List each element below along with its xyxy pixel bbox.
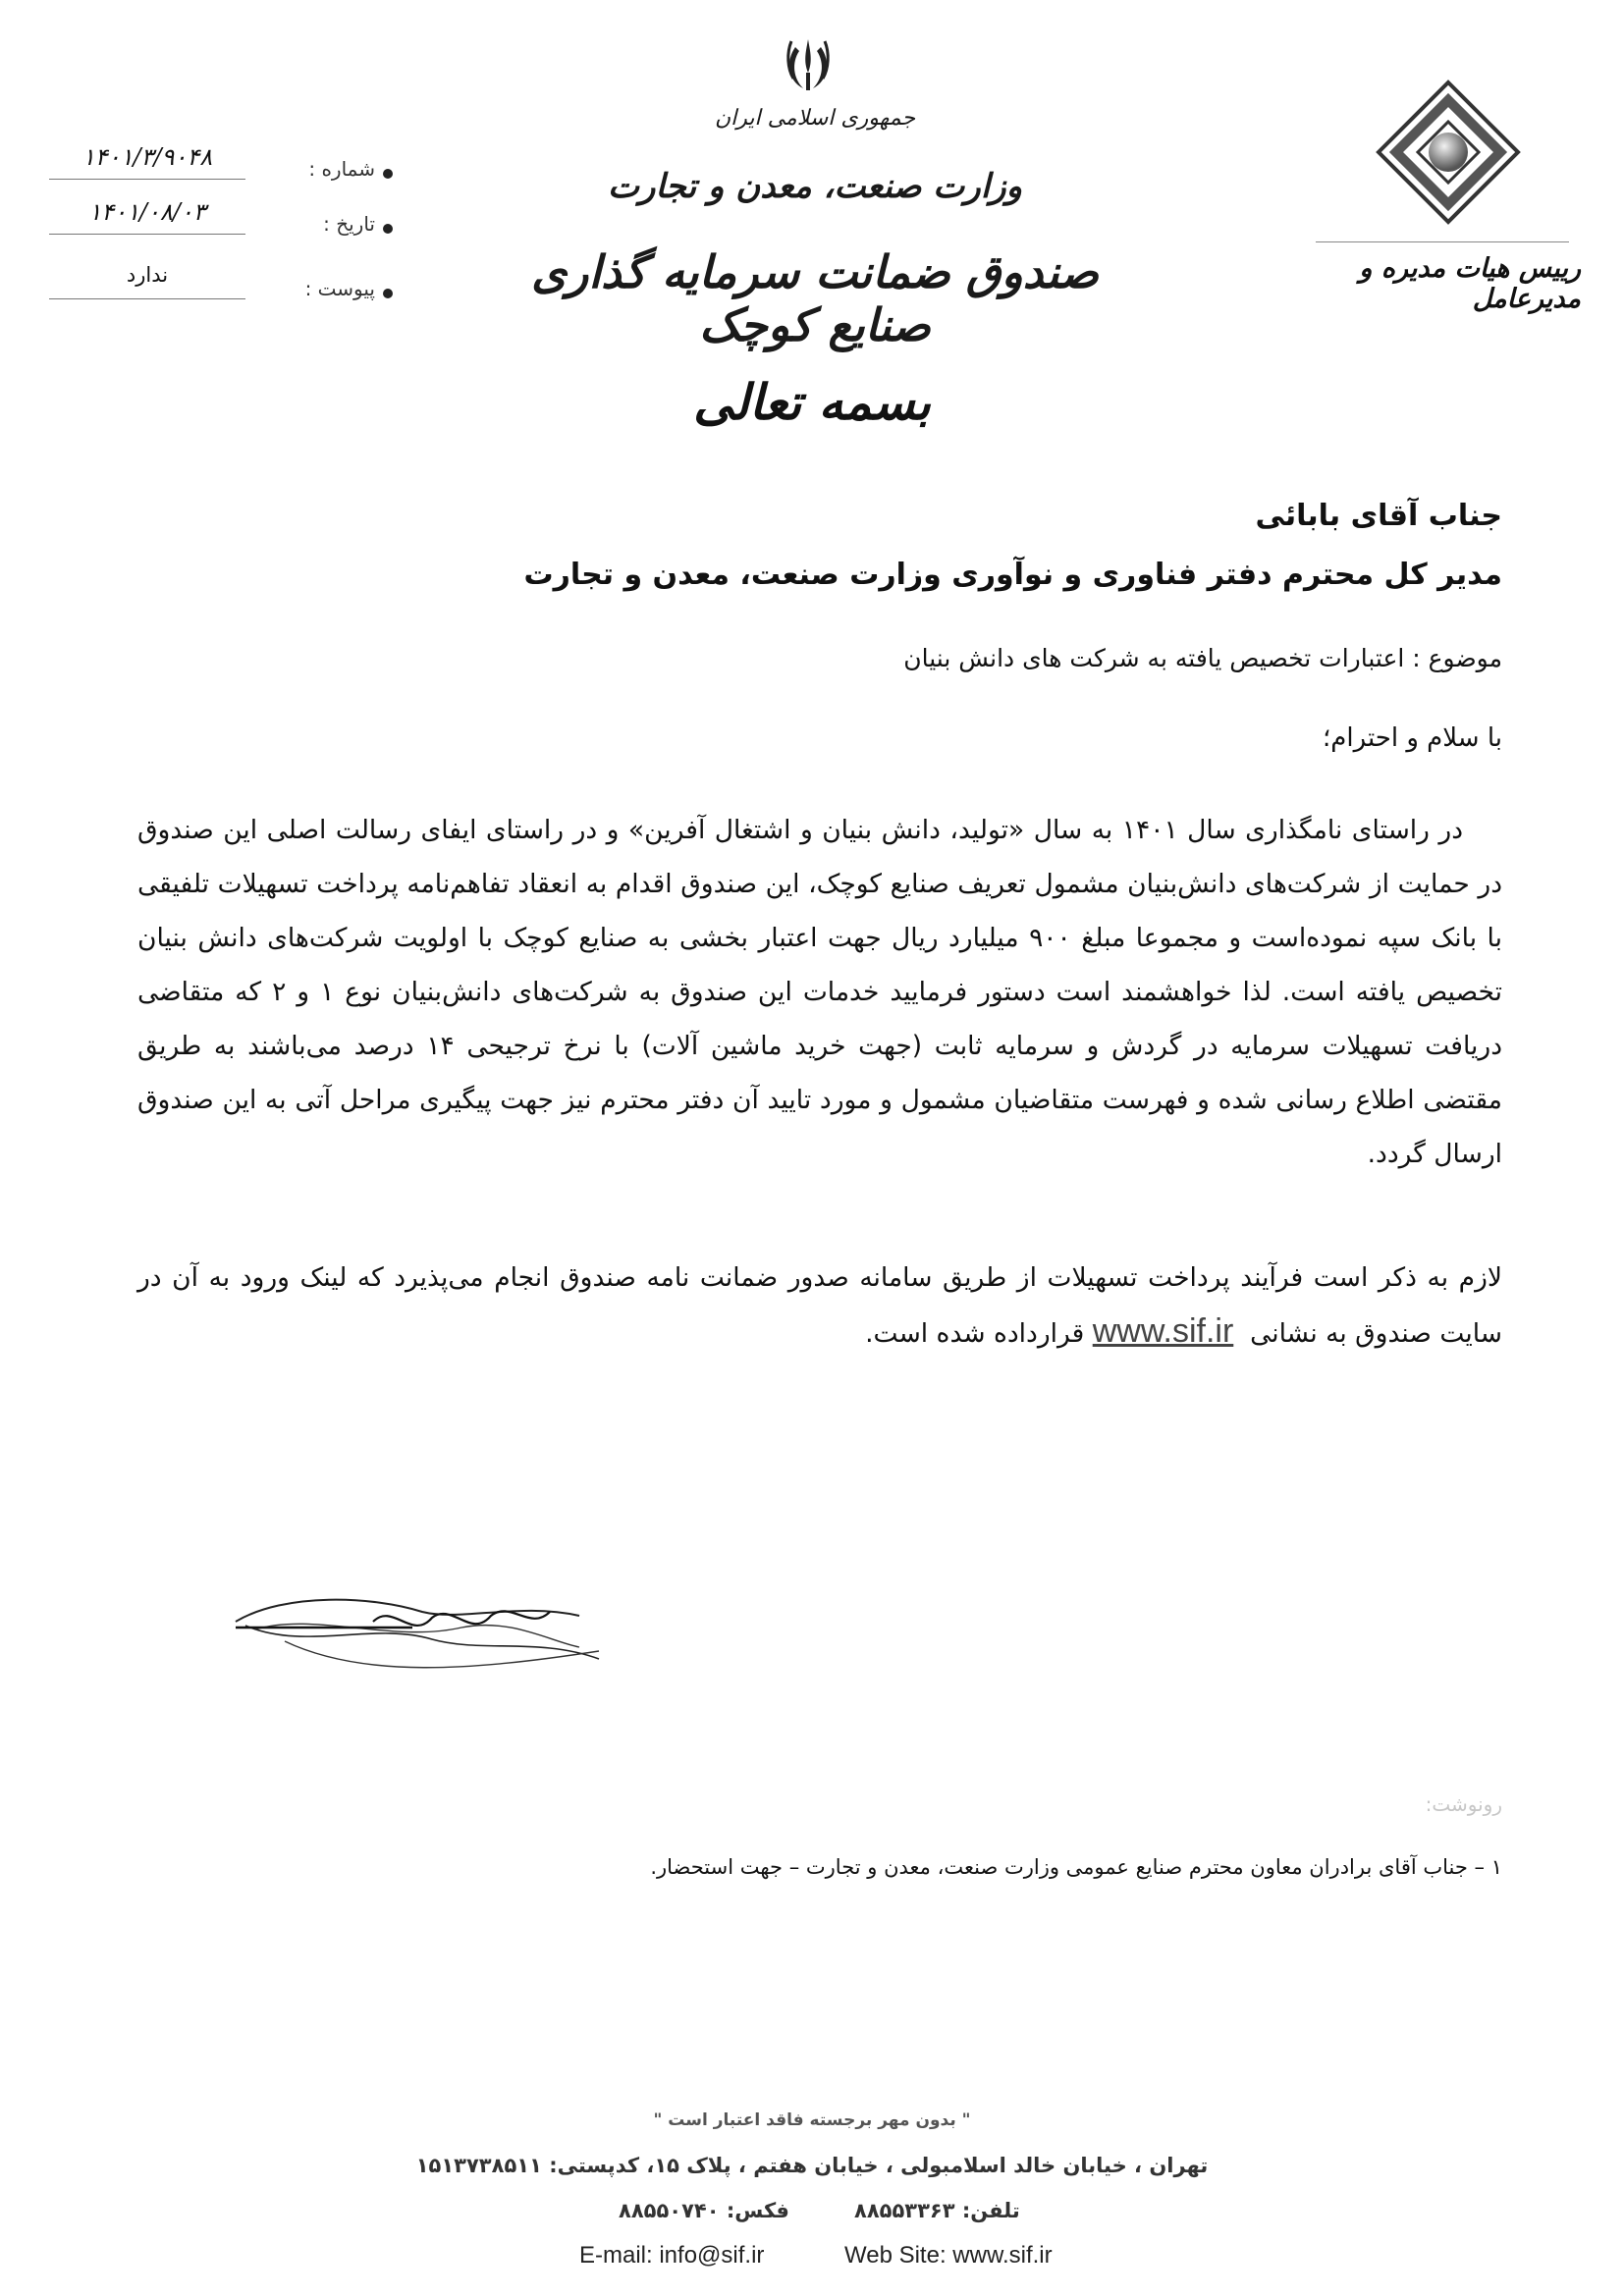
footer-fax: فکس: ۸۸۵۵۰۷۴۰ [619, 2199, 789, 2222]
letter-greeting: با سلام و احترام؛ [1323, 723, 1502, 753]
body-paragraph-2 [137, 1251, 1502, 1361]
recipient-name: جناب آقای بابائی [1255, 499, 1502, 533]
header-organization: صندوق ضمانت سرمایه گذاری صنایع کوچک [531, 245, 1099, 351]
body-paragraph-1: در راستای نامگذاری سال ۱۴۰۱ به سال «تولید، دانش بنیان و اشتغال آفرین» و در راستای ایفای رسالت اصلی این صندوق در حمایت از شرکت‌های دانش‌بنیان مشمول تعریف صنایع کوچک، این صندوق اقدام به انعقاد تفاهم‌نامه پرداخت تسهیلات تلفیقی با بانک سپه نموده‌است و مجموعا مبلغ ۹۰۰ میلیارد ریال جهت اعتبار بخشی به صنایع کوچک با اولویت شرکت‌های دانش بنیان تخصیص یافته است. لذا خواهشمند است دستور فرمایید خدمات این صندوق به شرکت‌های دانش‌بنیان نوع ۱ و ۲ که متقاضی دریافت تسهیلات سرمایه در گردش و سرمایه ثابت (جهت خرید ماشین آلات) با نرخ ترجیحی ۱۴ درصد می‌باشند به طریق مقتضی اطلاع رسانی شده و فهرست متقاضیان مشمول و مورد تایید آن دفتر محترم نیز جهت پیگیری مراحل آتی به این صندوق ارسال گردد. [137, 815, 1503, 1169]
footer-note: " بدون مهر برجسته فاقد اعتبار است " [653, 2110, 971, 2130]
bullet-icon [383, 169, 393, 179]
bullet-icon [383, 224, 393, 234]
logo-divider [1316, 241, 1569, 242]
handwritten-signature [226, 1582, 619, 1700]
cc-item: ۱ – جناب آقای برادران معاون محترم صنایع عمومی وزارت صنعت، معدن و تجارت – جهت استحضار. [650, 1855, 1502, 1879]
footer-web-row [295, 2242, 1329, 2271]
website-link[interactable]: www.sif.ir [1092, 1312, 1234, 1350]
invocation: بسمه تعالی [693, 373, 931, 431]
footer-phone: تلفن: ۸۸۵۵۳۳۶۳ [854, 2199, 1020, 2222]
paragraph-2-end: قرارداده شده است. [865, 1318, 1085, 1349]
meta-date-label: تاریخ : [323, 212, 375, 236]
meta-number-row [49, 143, 393, 196]
meta-number-underline [49, 179, 245, 180]
recipient-title: مدیر کل محترم دفتر فناوری و نوآوری وزارت صنعت، معدن و تجارت [523, 558, 1502, 592]
meta-attachment-row [49, 263, 393, 316]
cc-label: رونوشت: [1425, 1792, 1502, 1816]
footer-address: تهران ، خیابان خالد اسلامبولی ، خیابان هفتم ، پلاک ۱۵، کدپستی: ۱۵۱۳۷۳۸۵۱۱ [415, 2154, 1209, 2177]
meta-date-underline [49, 234, 245, 235]
meta-attachment-value: ندارد [126, 263, 169, 287]
footer-website[interactable]: Web Site: www.sif.ir [844, 2242, 1053, 2269]
footer-contact-row [295, 2199, 1329, 2228]
bullet-icon [383, 289, 393, 298]
meta-attachment-underline [49, 298, 245, 299]
header-country: جمهوری اسلامی ایران [714, 106, 916, 131]
meta-date-row [49, 198, 393, 251]
fund-logo-icon [1375, 79, 1522, 226]
meta-number-label: شماره : [308, 157, 375, 181]
meta-date-value: ۱۴۰۱/۰۸/۰۳ [88, 198, 206, 226]
footer-email[interactable]: E-mail: info@sif.ir [579, 2242, 765, 2269]
meta-attachment-label: پیوست : [304, 277, 375, 300]
logo-caption: رییس هیات مدیره و مدیرعامل [1359, 253, 1581, 314]
letter-subject: موضوع : اعتبارات تخصیص یافته به شرکت های دانش بنیان [903, 644, 1502, 672]
header-ministry: وزارت صنعت، معدن و تجارت [608, 167, 1022, 206]
iran-emblem-icon [774, 33, 842, 102]
meta-number-value: ۱۴۰۱/۳/۹۰۴۸ [81, 143, 213, 171]
paragraph-2-text: لازم به ذکر است فرآیند پرداخت تسهیلات از طریق سامانه صدور ضمانت نامه صندوق انجام می‌پذیرد که لینک ورود به آن در سایت صندوق به نشانی [137, 1262, 1502, 1349]
